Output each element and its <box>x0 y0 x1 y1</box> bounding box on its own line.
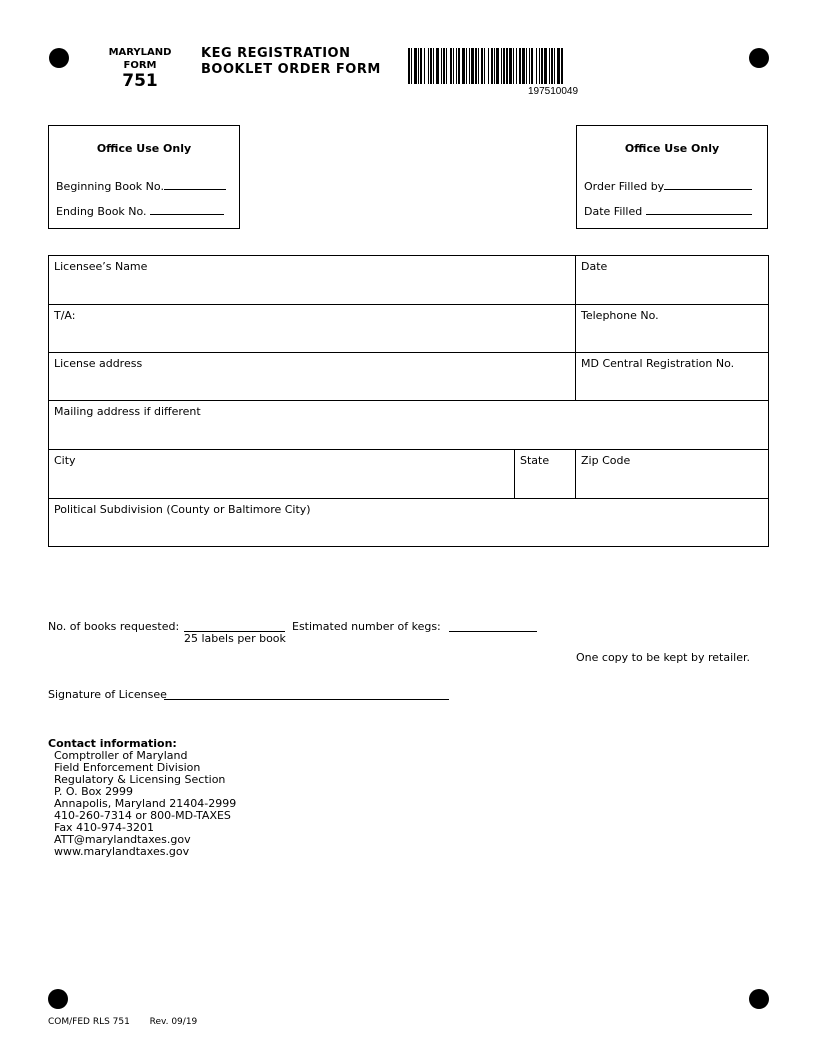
barcode-bar <box>509 48 512 84</box>
barcode-bar <box>433 48 434 84</box>
barcode-bar <box>516 48 517 84</box>
md-central-registration-label: MD Central Registration No. <box>581 357 735 370</box>
political-subdivision-field[interactable] <box>49 499 768 546</box>
contact-line: Field Enforcement Division <box>54 761 201 774</box>
date-field[interactable] <box>576 256 768 304</box>
political-subdivision-label: Political Subdivision (County or Baltimore City) <box>54 503 311 516</box>
registration-mark-bottom-left <box>48 989 68 1009</box>
state-name: MARYLAND <box>108 47 172 58</box>
registration-mark-top-left <box>49 48 69 68</box>
labels-per-book-note: 25 labels per book <box>184 632 286 645</box>
ending-book-field[interactable] <box>150 203 224 215</box>
barcode-bar <box>536 48 537 84</box>
licensee-name-field[interactable] <box>49 256 575 304</box>
contact-line: P. O. Box 2999 <box>54 785 134 798</box>
office-use-title: Office Use Only <box>624 142 720 155</box>
ending-book-row <box>56 203 224 218</box>
state-label: State <box>520 454 550 467</box>
barcode-bar <box>436 48 439 84</box>
date-filled-row <box>584 203 752 218</box>
barcode <box>408 48 698 84</box>
barcode-bar <box>420 48 422 84</box>
licensee-info-grid <box>48 255 769 547</box>
estimated-kegs-label: Estimated number of kegs: <box>292 620 441 633</box>
contact-heading: Contact information: <box>48 737 177 750</box>
mailing-address-field[interactable] <box>49 401 768 449</box>
form-title-line-2: BOOKLET ORDER FORM <box>201 62 381 77</box>
order-filled-by-field[interactable] <box>664 178 752 190</box>
beginning-book-row <box>56 178 226 193</box>
footer-form-code: COM/FED RLS 751 <box>48 1017 130 1027</box>
contact-email[interactable]: ATT@marylandtaxes.gov <box>54 833 191 846</box>
barcode-bar <box>541 48 543 84</box>
zip-code-field[interactable] <box>576 450 768 498</box>
form-title-line-1: KEG REGISTRATION <box>201 46 351 61</box>
form-identifier <box>100 46 180 90</box>
form-title <box>201 46 381 78</box>
books-requested-field[interactable] <box>184 620 285 632</box>
estimated-kegs-field[interactable] <box>449 620 537 632</box>
barcode-bar <box>539 48 540 84</box>
barcode-bar <box>522 48 525 84</box>
barcode-bar <box>475 48 477 84</box>
barcode-bar <box>484 48 485 84</box>
barcode-bar <box>478 48 479 84</box>
telephone-field[interactable] <box>576 305 768 352</box>
beginning-book-label: Beginning Book No. <box>56 180 164 193</box>
registration-mark-bottom-right <box>749 989 769 1009</box>
barcode-bar <box>456 48 457 84</box>
registration-mark-top-right <box>749 48 769 68</box>
barcode-bar <box>446 48 447 84</box>
barcode-bar <box>414 48 417 84</box>
date-filled-label: Date Filled <box>584 205 643 218</box>
md-central-registration-field[interactable] <box>576 353 768 400</box>
telephone-label: Telephone No. <box>581 309 659 322</box>
barcode-bar <box>462 48 465 84</box>
barcode-bar <box>554 48 555 84</box>
barcode-bar <box>488 48 489 84</box>
form-word: FORM <box>123 60 157 71</box>
licensee-name-label: Licensee’s Name <box>54 260 148 273</box>
barcode-bar <box>424 48 425 84</box>
contact-phone: 410-260-7314 or 800-MD-TAXES <box>54 809 231 822</box>
form-number: 751 <box>122 71 158 91</box>
barcode-bar <box>453 48 454 84</box>
license-address-label: License address <box>54 357 143 370</box>
signature-label: Signature of Licensee <box>48 688 167 701</box>
office-use-box-left <box>48 125 240 229</box>
form-footer <box>48 1017 197 1027</box>
ta-field[interactable] <box>49 305 575 352</box>
barcode-bar <box>418 48 419 84</box>
zip-code-label: Zip Code <box>581 454 631 467</box>
contact-line: Annapolis, Maryland 21404-2999 <box>54 797 237 810</box>
mailing-address-label: Mailing address if different <box>54 405 201 418</box>
barcode-bar <box>458 48 460 84</box>
contact-website[interactable]: www.marylandtaxes.gov <box>54 845 190 858</box>
barcode-bar <box>466 48 467 84</box>
contact-line: Regulatory & Licensing Section <box>54 773 226 786</box>
barcode-bar <box>526 48 527 84</box>
barcode-bar <box>529 48 530 84</box>
ending-book-label: Ending Book No. <box>56 205 147 218</box>
date-filled-field[interactable] <box>646 203 752 215</box>
signature-field[interactable] <box>164 688 449 700</box>
barcode-bar <box>469 48 470 84</box>
order-filled-by-label: Order Filled by <box>584 180 665 193</box>
barcode-bar <box>551 48 553 84</box>
books-requested-label: No. of books requested: <box>48 620 180 633</box>
barcode-bar <box>501 48 502 84</box>
barcode-bar <box>561 48 563 84</box>
contact-line: Comptroller of Maryland <box>54 749 188 762</box>
beginning-book-field[interactable] <box>164 178 226 190</box>
license-address-field[interactable] <box>49 353 575 400</box>
barcode-bar <box>549 48 550 84</box>
order-filled-row <box>584 178 752 193</box>
contact-information <box>48 738 236 858</box>
barcode-bar <box>496 48 499 84</box>
barcode-bar <box>471 48 474 84</box>
city-label: City <box>54 454 76 467</box>
barcode-bar <box>531 48 533 84</box>
office-use-title: Office Use Only <box>96 142 192 155</box>
barcode-number: 197510049 <box>527 86 579 97</box>
footer-revision: Rev. 09/19 <box>149 1017 198 1027</box>
city-field[interactable] <box>49 450 514 498</box>
barcode-bar <box>513 48 514 84</box>
state-field[interactable] <box>515 450 575 498</box>
barcode-bar <box>544 48 547 84</box>
office-use-box-right <box>576 125 768 229</box>
copy-retention-note: One copy to be kept by retailer. <box>576 651 750 664</box>
barcode-bar <box>408 48 410 84</box>
barcode-bar <box>411 48 412 84</box>
barcode-bar <box>443 48 445 84</box>
barcode-bar <box>557 48 560 84</box>
barcode-bar <box>441 48 442 84</box>
barcode-bar <box>450 48 452 84</box>
barcode-bar <box>481 48 483 84</box>
barcode-bar <box>494 48 495 84</box>
barcode-bar <box>506 48 508 84</box>
barcode-bar <box>519 48 521 84</box>
contact-fax: Fax 410-974-3201 <box>54 821 154 834</box>
barcode-bar <box>503 48 505 84</box>
ta-label: T/A: <box>54 309 76 322</box>
barcode-bar <box>491 48 493 84</box>
date-label: Date <box>581 260 608 273</box>
barcode-bar <box>430 48 432 84</box>
barcode-bar <box>428 48 429 84</box>
